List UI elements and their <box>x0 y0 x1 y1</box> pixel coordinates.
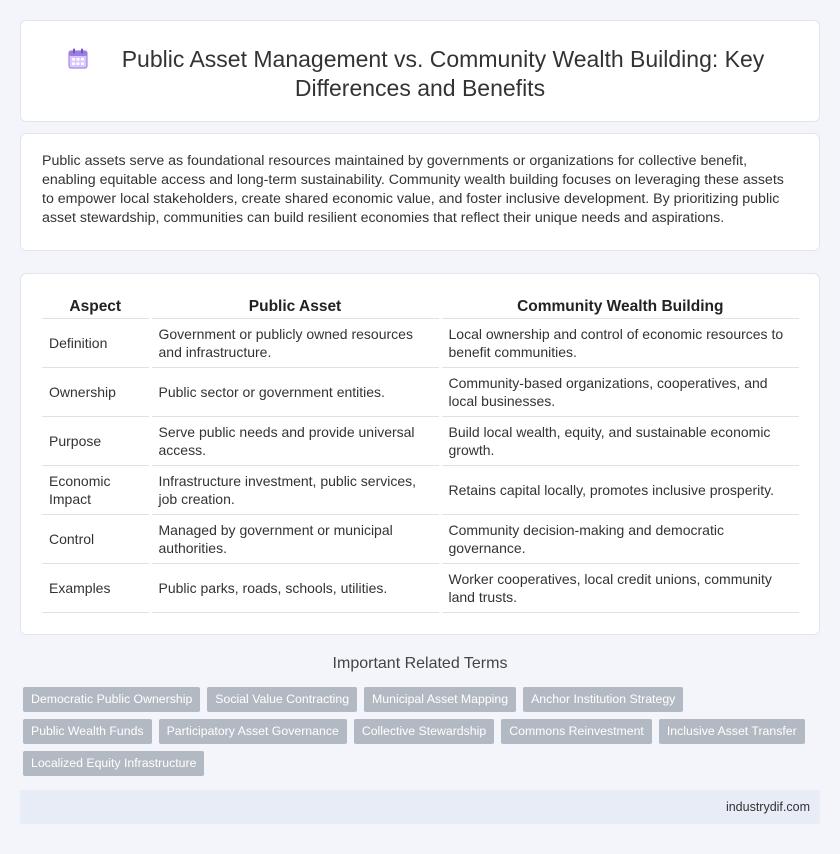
related-term-tag[interactable]: Commons Reinvestment <box>501 719 652 744</box>
cell-public-asset: Public sector or government entities. <box>150 367 440 416</box>
cell-aspect: Control <box>42 514 150 563</box>
table-row <box>42 367 799 416</box>
related-term-tag[interactable]: Municipal Asset Mapping <box>364 687 516 712</box>
cell-community-wealth: Retains capital locally, promotes inclusive prosperity. <box>440 465 799 514</box>
comparison-table-card <box>20 273 820 635</box>
related-term-tag[interactable]: Public Wealth Funds <box>23 719 152 744</box>
cell-aspect: Purpose <box>42 416 150 465</box>
table-row <box>42 318 799 367</box>
footer <box>20 790 820 824</box>
page-title <box>21 45 819 103</box>
comparison-table <box>42 296 799 613</box>
cell-public-asset: Serve public needs and provide universal access. <box>150 416 440 465</box>
related-terms-list <box>23 687 813 783</box>
table-row <box>42 465 799 514</box>
footer-site-link[interactable]: industrydif.com <box>725 800 810 814</box>
cell-public-asset: Infrastructure investment, public services, job creation. <box>150 465 440 514</box>
cell-aspect: Definition <box>42 318 150 367</box>
cell-aspect: Economic Impact <box>42 465 150 514</box>
related-term-tag[interactable]: Anchor Institution Strategy <box>523 687 683 712</box>
page-title-line-2: Differences and Benefits <box>294 75 546 101</box>
table-header-row <box>42 296 799 318</box>
cell-community-wealth: Local ownership and control of economic resources to benefit communities. <box>440 318 799 367</box>
related-term-tag[interactable]: Participatory Asset Governance <box>159 719 347 744</box>
cell-aspect: Ownership <box>42 367 150 416</box>
header-community-wealth: Community Wealth Building <box>440 296 799 318</box>
table-row <box>42 514 799 563</box>
header-card <box>20 20 820 122</box>
related-term-tag[interactable]: Localized Equity Infrastructure <box>23 751 204 776</box>
cell-community-wealth: Build local wealth, equity, and sustainable economic growth. <box>440 416 799 465</box>
intro-card <box>20 133 820 251</box>
cell-community-wealth: Worker cooperatives, local credit unions, community land trusts. <box>440 563 799 612</box>
cell-public-asset: Government or publicly owned resources and infrastructure. <box>150 318 440 367</box>
intro-paragraph: Public assets serve as foundational resources maintained by governments or organizations for collective benefit, enabling equitable access and long-term sustainability. Community wealth building focuses on leveraging these assets to empower local stakeholders, create shared economic value, and foster inclusive development. By prioritizing public asset stewardship, communities can build resilient economies that reflect their unique needs and aspirations. <box>42 153 784 226</box>
table-row <box>42 416 799 465</box>
cell-community-wealth: Community-based organizations, cooperatives, and local businesses. <box>440 367 799 416</box>
related-terms-title: Important Related Terms <box>332 655 508 672</box>
header-aspect: Aspect <box>42 296 150 318</box>
related-term-tag[interactable]: Collective Stewardship <box>354 719 494 744</box>
related-term-tag[interactable]: Inclusive Asset Transfer <box>659 719 805 744</box>
cell-community-wealth: Community decision-making and democratic governance. <box>440 514 799 563</box>
related-term-tag[interactable]: Democratic Public Ownership <box>23 687 200 712</box>
header-public-asset: Public Asset <box>150 296 440 318</box>
cell-public-asset: Managed by government or municipal authorities. <box>150 514 440 563</box>
cell-public-asset: Public parks, roads, schools, utilities. <box>150 563 440 612</box>
cell-aspect: Examples <box>42 563 150 612</box>
page-title-line-1: Public Asset Management vs. Community Wealth Building: Key <box>121 46 765 72</box>
related-term-tag[interactable]: Social Value Contracting <box>207 687 357 712</box>
table-row <box>42 563 799 612</box>
